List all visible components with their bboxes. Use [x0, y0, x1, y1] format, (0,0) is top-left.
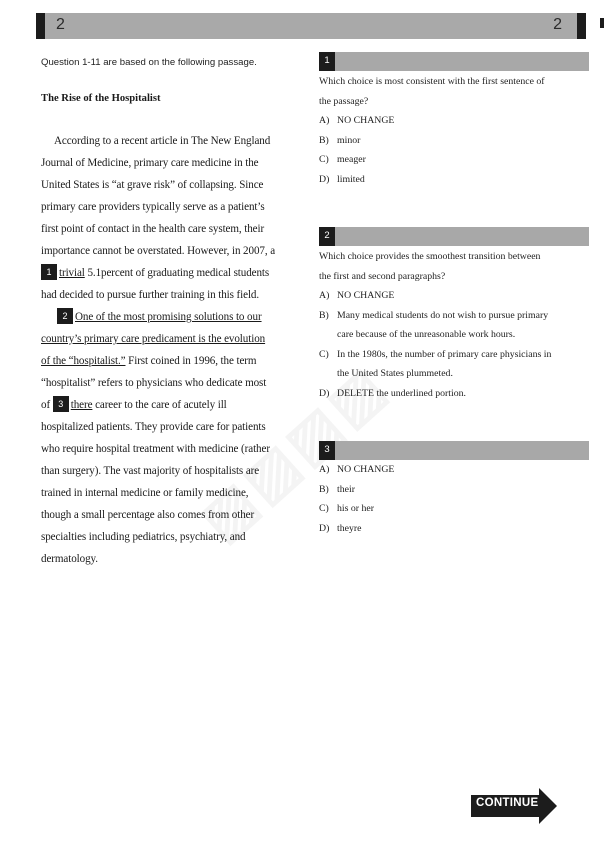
option-text: care because of the unreasonable work hours.: [337, 329, 516, 340]
passage-line: first point of contact in the health care system, their: [41, 223, 265, 235]
continue-label: CONTINUE: [476, 797, 539, 809]
option-text: limited: [337, 173, 365, 185]
option-letter: A): [319, 290, 330, 301]
passage-line: had decided to pursue further training in this field.: [41, 289, 260, 301]
passage-line: hospitalized patients. They provide care for patients: [41, 421, 266, 433]
option-text: his or her: [337, 503, 375, 514]
answer-option-1a[interactable]: [319, 111, 589, 131]
passage-line: [41, 306, 305, 328]
option-letter: C): [319, 348, 329, 360]
header-left-cap: [36, 13, 45, 39]
question-number-2: 2: [319, 227, 335, 246]
passage-line: [41, 394, 305, 416]
answer-option-3a[interactable]: [319, 460, 589, 480]
question-2: [319, 227, 589, 403]
option-text: Many medical students do not wish to pursue primary: [337, 309, 549, 321]
passage-line: [41, 328, 305, 350]
passage-line: dermatology.: [41, 553, 98, 565]
passage-line: specialties including pediatrics, psychiatry, and: [41, 531, 246, 543]
option-text: minor: [337, 134, 361, 146]
option-letter: B): [319, 483, 329, 495]
question-prompt-line: Which choice provides the smoothest transition between: [319, 251, 541, 262]
passage-line: [41, 130, 305, 152]
option-text: the United States plummeted.: [337, 368, 453, 379]
answer-option-2d[interactable]: [319, 384, 589, 404]
question-number-1: 1: [319, 52, 335, 71]
option-text: In the 1980s, the number of primary care physicians in: [337, 348, 552, 360]
question-marker-1[interactable]: 1: [41, 264, 57, 280]
option-text: their: [337, 483, 355, 495]
option-letter: A): [319, 464, 330, 475]
answer-option-1c[interactable]: [319, 150, 589, 170]
passage-text: of: [41, 399, 53, 411]
passage-line: United States is “at grave risk” of collapsing. Since: [41, 179, 264, 191]
passage-intro: Question 1-11 are based on the following passage.: [41, 57, 257, 68]
option-letter: D): [319, 173, 330, 185]
answer-option-2b[interactable]: [319, 306, 589, 345]
passage-line: “hospitalist” refers to physicians who dedicate most: [41, 377, 267, 389]
option-letter: B): [319, 134, 329, 146]
passage-line: [41, 262, 305, 284]
option-letter: D): [319, 387, 330, 399]
passage-line: though a small percentage also comes from other: [41, 509, 255, 521]
option-text: DELETE the underlined portion.: [337, 387, 466, 399]
continue-button[interactable]: [471, 788, 559, 824]
question-header-1: [319, 52, 589, 71]
option-text: meager: [337, 154, 366, 165]
passage-line: [41, 350, 305, 372]
page-number-left: 2: [56, 16, 65, 33]
question-marker-2[interactable]: 2: [57, 308, 73, 324]
option-letter: B): [319, 309, 329, 321]
question-prompt-1: [319, 72, 589, 111]
underlined-portion-2[interactable]: country’s primary care predicament is the evolution: [41, 333, 266, 345]
question-prompt-line: the passage?: [319, 95, 369, 107]
question-prompt-line: the first and second paragraphs?: [319, 270, 446, 282]
question-header-3: [319, 441, 589, 460]
passage-line: who require hospital treatment with medicine (rather: [41, 443, 270, 455]
question-prompt-line: Which choice is most consistent with the first sentence of: [319, 76, 545, 87]
passage-text: According to a recent article in The New England: [54, 135, 271, 147]
edge-mark: [600, 18, 604, 28]
passage-line: than surgery). The vast majority of hospitalists are: [41, 465, 260, 477]
answer-option-1b[interactable]: [319, 131, 589, 151]
underlined-portion-2[interactable]: of the “hospitalist.”: [41, 355, 126, 367]
option-letter: A): [319, 115, 330, 126]
passage-line: importance cannot be overstated. However, in 2007, a: [41, 245, 276, 257]
question-1: [319, 52, 589, 189]
option-text: NO CHANGE: [337, 290, 395, 301]
passage-text: First coined in 1996, the term: [125, 355, 257, 367]
page-number-right: 2: [553, 16, 562, 33]
header-right-cap: [577, 13, 586, 39]
answer-option-3d[interactable]: [319, 519, 589, 539]
passage-line: Journal of Medicine, primary care medicine in the: [41, 157, 259, 169]
option-text: NO CHANGE: [337, 115, 395, 126]
option-letter: C): [319, 154, 329, 165]
underlined-portion-2[interactable]: One of the most promising solutions to our: [75, 311, 262, 323]
question-header-2: [319, 227, 589, 246]
passage-text: career to the care of acutely ill: [92, 399, 227, 411]
underlined-portion-1[interactable]: trivial: [59, 267, 85, 279]
underlined-portion-3[interactable]: there: [70, 399, 93, 411]
answer-option-1d[interactable]: [319, 170, 589, 190]
answer-option-3b[interactable]: [319, 480, 589, 500]
question-number-3: 3: [319, 441, 335, 460]
passage-line: primary care providers typically serve as a patient’s: [41, 201, 265, 213]
option-text: theyre: [337, 522, 362, 534]
page-header-bar: [36, 13, 586, 39]
option-text: NO CHANGE: [337, 464, 395, 475]
answer-option-2a[interactable]: [319, 286, 589, 306]
question-3: [319, 441, 589, 538]
passage-title: The Rise of the Hospitalist: [41, 93, 161, 104]
option-letter: C): [319, 503, 329, 514]
passage-line: trained in internal medicine or family medicine,: [41, 487, 249, 499]
question-prompt-2: [319, 247, 589, 286]
question-marker-3[interactable]: 3: [53, 396, 69, 412]
answer-option-3c[interactable]: [319, 499, 589, 519]
answer-option-2c[interactable]: [319, 345, 589, 384]
option-letter: D): [319, 522, 330, 534]
passage-text: 5.1percent of graduating medical students: [84, 267, 270, 279]
passage-body: [41, 130, 305, 570]
